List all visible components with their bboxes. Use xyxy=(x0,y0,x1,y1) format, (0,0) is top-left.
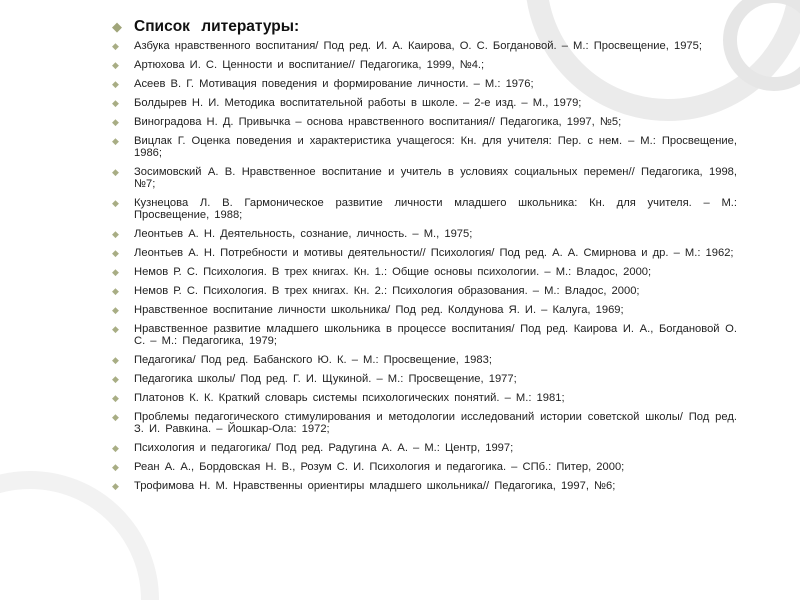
diamond-bullet-icon: ◆ xyxy=(112,481,119,491)
reference-text: Артюхова И. С. Ценности и воспитание// Педагогика, 1999, №4.; xyxy=(134,59,485,71)
diamond-bullet-icon: ◆ xyxy=(112,286,119,296)
reference-item xyxy=(112,323,737,347)
diamond-bullet-icon: ◆ xyxy=(112,374,119,384)
diamond-bullet-icon: ◆ xyxy=(112,19,122,34)
reference-text: Кузнецова Л. В. Гармоническое развитие личности младшего школьника: Кн. для учителя. – М.: Просвещение, 1988; xyxy=(134,197,737,221)
diamond-bullet-icon: ◆ xyxy=(112,443,119,453)
reference-item xyxy=(112,373,737,385)
diamond-bullet-icon: ◆ xyxy=(112,393,119,403)
reference-item xyxy=(112,285,737,297)
reference-text: Нравственное развитие младшего школьника в процессе воспитания/ Под ред. Каирова И. А., Богдановой О. С. – М.: Педагогика, 1979; xyxy=(134,323,737,347)
diamond-bullet-icon: ◆ xyxy=(112,198,119,208)
reference-text: Педагогика/ Под ред. Бабанского Ю. К. – М.: Просвещение, 1983; xyxy=(134,354,492,366)
reference-item xyxy=(112,228,737,240)
reference-item xyxy=(112,40,737,52)
diamond-bullet-icon: ◆ xyxy=(112,229,119,239)
diamond-bullet-icon: ◆ xyxy=(112,136,119,146)
diamond-bullet-icon: ◆ xyxy=(112,248,119,258)
reference-text: Леонтьев А. Н. Потребности и мотивы деятельности// Психология/ Под ред. А. А. Смирнова и др. – М.: 1962; xyxy=(134,247,734,259)
reference-item xyxy=(112,266,737,278)
diamond-bullet-icon: ◆ xyxy=(112,355,119,365)
diamond-bullet-icon: ◆ xyxy=(112,412,119,422)
reference-text: Немов Р. С. Психология. В трех книгах. Кн. 2.: Психология образования. – М.: Владос, 2000; xyxy=(134,285,640,297)
reference-text: Болдырев Н. И. Методика воспитательной работы в школе. – 2-е изд. – М., 1979; xyxy=(134,97,582,109)
reference-text: Виноградова Н. Д. Привычка – основа нравственного воспитания// Педагогика, 1997, №5; xyxy=(134,116,622,128)
page-title: Список литературы: xyxy=(134,18,300,35)
reference-text: Немов Р. С. Психология. В трех книгах. Кн. 1.: Общие основы психологии. – М.: Владос, 2000; xyxy=(134,266,652,278)
reference-text: Проблемы педагогического стимулирования и методологии исследований истории советской школы/ Под ред. З. И. Равкина. – Йошкар-Ола: 1972; xyxy=(134,411,737,435)
diamond-bullet-icon: ◆ xyxy=(112,98,119,108)
reference-item xyxy=(112,197,737,221)
reference-text: Асеев В. Г. Мотивация поведения и формирование личности. – М.: 1976; xyxy=(134,78,534,90)
reference-text: Леонтьев А. Н. Деятельность, сознание, личность. – М., 1975; xyxy=(134,228,473,240)
diamond-bullet-icon: ◆ xyxy=(112,324,119,334)
reference-list xyxy=(112,40,737,492)
diamond-bullet-icon: ◆ xyxy=(112,462,119,472)
diamond-bullet-icon: ◆ xyxy=(112,305,119,315)
diamond-bullet-icon: ◆ xyxy=(112,60,119,70)
slide-content xyxy=(112,18,737,499)
reference-text: Платонов К. К. Краткий словарь системы психологических понятий. – М.: 1981; xyxy=(134,392,565,404)
diamond-bullet-icon: ◆ xyxy=(112,167,119,177)
reference-text: Психология и педагогика/ Под ред. Радугина А. А. – М.: Центр, 1997; xyxy=(134,442,514,454)
reference-item xyxy=(112,247,737,259)
reference-item xyxy=(112,411,737,435)
diamond-bullet-icon: ◆ xyxy=(112,117,119,127)
reference-item xyxy=(112,354,737,366)
reference-text: Зосимовский А. В. Нравственное воспитание и учитель в условиях социальных перемен// Педагогика, 1998, №7; xyxy=(134,166,737,190)
reference-text: Нравственное воспитание личности школьника/ Под ред. Колдунова Я. И. – Калуга, 1969; xyxy=(134,304,624,316)
reference-item xyxy=(112,166,737,190)
reference-text: Реан А. А., Бордовская Н. В., Розум С. И. Психология и педагогика. – СПб.: Питер, 2000; xyxy=(134,461,625,473)
reference-item xyxy=(112,442,737,454)
reference-text: Педагогика школы/ Под ред. Г. И. Щукиной. – М.: Просвещение, 1977; xyxy=(134,373,517,385)
reference-item xyxy=(112,392,737,404)
reference-item xyxy=(112,304,737,316)
diamond-bullet-icon: ◆ xyxy=(112,267,119,277)
reference-item xyxy=(112,97,737,109)
reference-text: Азбука нравственного воспитания/ Под ред. И. А. Каирова, О. С. Богдановой. – М.: Просвещение, 1975; xyxy=(134,40,702,52)
title-row xyxy=(112,18,737,36)
reference-text: Вицлак Г. Оценка поведения и характеристика учащегося: Кн. для учителя: Пер. с нем. – М.: Просвещение, 1986; xyxy=(134,135,737,159)
reference-item xyxy=(112,480,737,492)
reference-item xyxy=(112,135,737,159)
reference-item xyxy=(112,461,737,473)
diamond-bullet-icon: ◆ xyxy=(112,41,119,51)
reference-item xyxy=(112,116,737,128)
reference-item xyxy=(112,59,737,71)
diamond-bullet-icon: ◆ xyxy=(112,79,119,89)
reference-text: Трофимова Н. М. Нравственны ориентиры младшего школьника// Педагогика, 1997, №6; xyxy=(134,480,616,492)
reference-item xyxy=(112,78,737,90)
